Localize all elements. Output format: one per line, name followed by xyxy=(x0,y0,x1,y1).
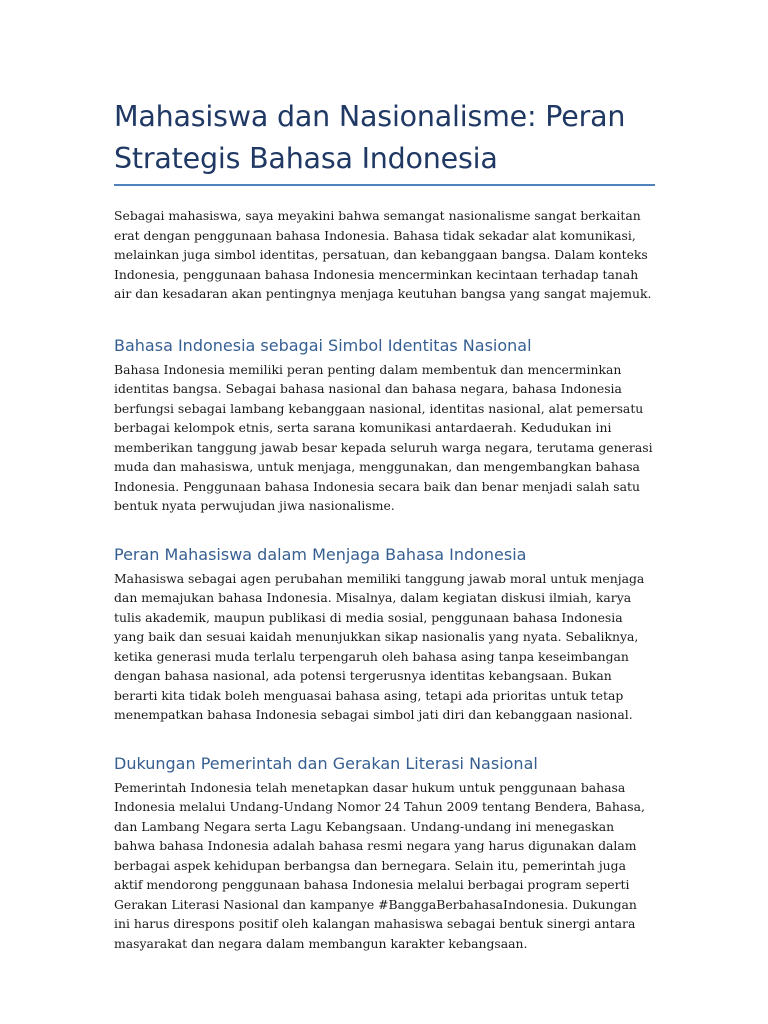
section-heading-dukungan-pemerintah: Dukungan Pemerintah dan Gerakan Literasi Nasional xyxy=(114,753,538,773)
document-title: Mahasiswa dan Nasionalisme: Peran Strategis Bahasa Indonesia xyxy=(114,100,626,175)
title-underline xyxy=(114,184,655,186)
intro-paragraph: Sebagai mahasiswa, saya meyakini bahwa semangat nasionalisme sangat berkaitan erat dengan penggunaan bahasa Indonesia. Bahasa tidak sekadar alat komunikasi, melainkan juga simbol identitas, persatuan, dan kebanggaan bangsa. Dalam konteks Indonesia, penggunaan bahasa Indonesia mencerminkan kecintaan terhadap tanah air dan kesadaran akan pentingnya menjaga keutuhan bangsa yang sangat majemuk. xyxy=(114,208,652,301)
section-heading-peran-mahasiswa: Peran Mahasiswa dalam Menjaga Bahasa Indonesia xyxy=(114,544,527,564)
section-body-identitas: Bahasa Indonesia memiliki peran penting dalam membentuk dan mencerminkan identitas bangsa. Sebagai bahasa nasional dan bahasa negara, bahasa Indonesia berfungsi sebagai lambang kebanggaan nasional, identitas nasional, alat pemersatu berbagai kelompok etnis, serta sarana komunikasi antardaerah. Kedudukan ini memberikan tanggung jawab besar kepada seluruh warga negara, terutama generasi muda dan mahasiswa, untuk menjaga, menggunakan, dan mengembangkan bahasa Indonesia. Penggunaan bahasa Indonesia secara baik dan benar menjadi salah satu bentuk nyata perwujudan jiwa nasionalisme. xyxy=(114,361,653,513)
section-body-dukungan-pemerintah: Pemerintah Indonesia telah menetapkan dasar hukum untuk penggunaan bahasa Indonesia melalui Undang-Undang Nomor 24 Tahun 2009 tentang Bendera, Bahasa, dan Lambang Negara serta Lagu Kebangsaan. Undang-undang ini menegaskan bahwa bahasa Indonesia adalah bahasa resmi negara yang harus digunakan dalam berbagai aspek kehidupan berbangsa dan bernegara. Selain itu, pemerintah juga aktif mendorong penggunaan bahasa Indonesia melalui berbagai program seperti Gerakan Literasi Nasional dan kampanye #BanggaBerbahasaIndonesia. Dukungan ini harus direspons positif oleh kalangan mahasiswa sebagai bentuk sinergi antara masyarakat dan negara dalam membangun karakter kebangsaan. xyxy=(114,779,645,951)
document-content xyxy=(114,96,655,953)
section-body-peran-mahasiswa: Mahasiswa sebagai agen perubahan memiliki tanggung jawab moral untuk menjaga dan memajukan bahasa Indonesia. Misalnya, dalam kegiatan diskusi ilmiah, karya tulis akademik, maupun publikasi di media sosial, penggunaan bahasa Indonesia yang baik dan sesuai kaidah menunjukkan sikap nasionalis yang nyata. Sebaliknya, ketika generasi muda terlalu terpengaruh oleh bahasa asing tanpa keseimbangan dengan bahasa nasional, ada potensi tergerusnya identitas kebangsaan. Bukan berarti kita tidak boleh menguasai bahasa asing, tetapi ada prioritas untuk tetap menempatkan bahasa Indonesia sebagai simbol jati diri dan kebanggaan nasional. xyxy=(114,570,645,722)
section-heading-identitas: Bahasa Indonesia sebagai Simbol Identitas Nasional xyxy=(114,335,532,355)
